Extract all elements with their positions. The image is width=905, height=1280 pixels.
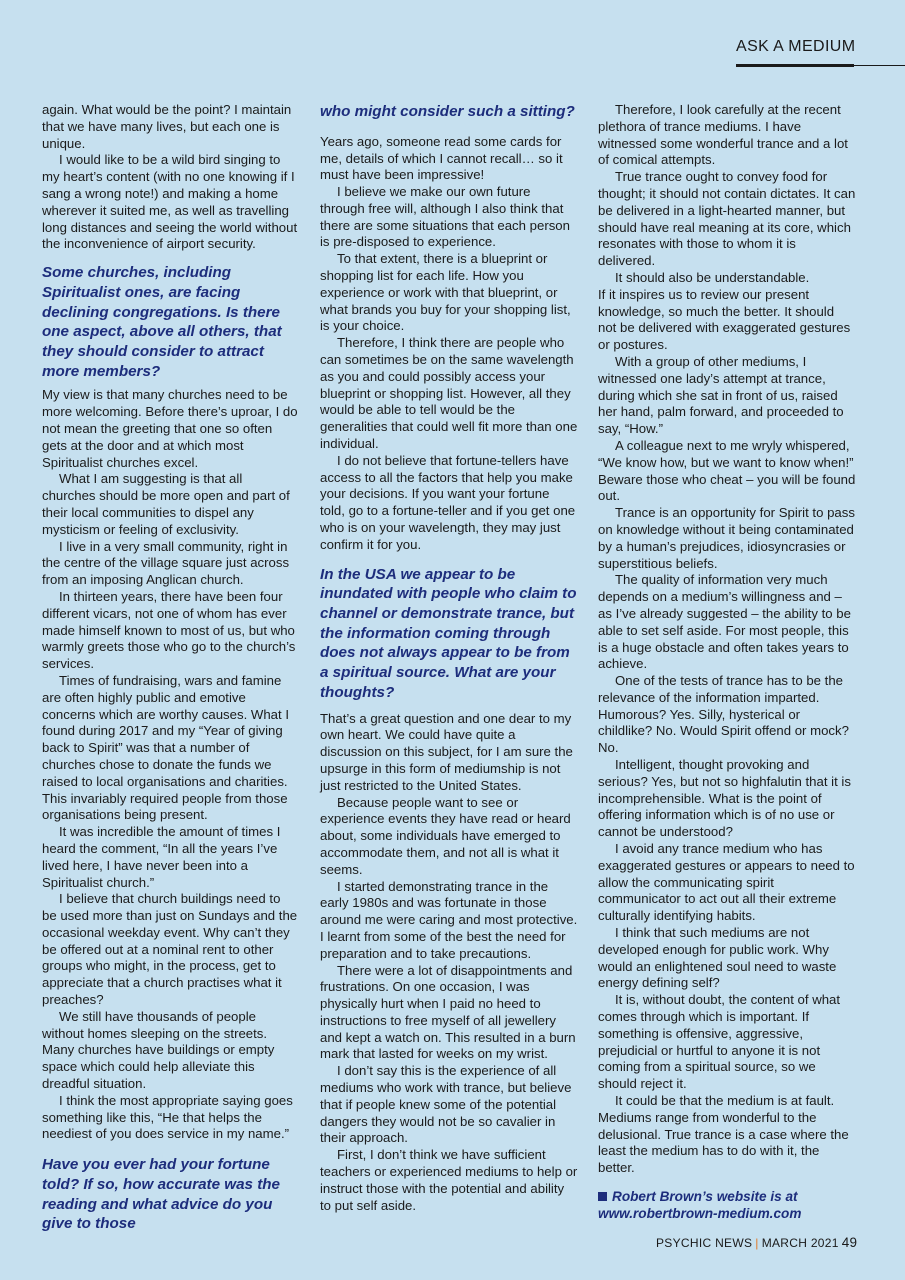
paragraph: First, I don’t think we have sufficient teachers or experienced mediums to help or instruct those with the potential and ability to put self aside. bbox=[320, 1147, 578, 1213]
paragraph: There were a lot of disappointments and frustrations. On one occasion, I was physically hurt when I paid no heed to instructions to free myself of all jewellery and kept a watch on. This resulted in a burn mark that lasted for weeks on my wrist. bbox=[320, 962, 576, 1062]
section-label: ASK A MEDIUM bbox=[736, 38, 856, 55]
paragraph: I would like to be a wild bird singing to my heart’s content (with no one knowing if I sang a wrong note!) and making a home wherever it suited me, as well as travelling long distances and seeing the world without the inconvenience of airport security. bbox=[42, 152, 298, 252]
paragraph: I don’t say this is the experience of all mediums who work with trance, but believe that if people knew some of the potential dangers they would not be so cavalier in their approach. bbox=[320, 1063, 572, 1146]
paragraph: I avoid any trance medium who has exaggerated gestures or appears to need to allow the communicating spirit communicator to act out all their extreme culturally identifying habits. bbox=[598, 841, 855, 924]
paragraph: My view is that many churches need to be more welcoming. Before there’s uproar, I do not mean the greeting that one so often gets at the door and at which most Spiritualist churches excel. bbox=[42, 387, 298, 470]
paragraph: To that extent, there is a blueprint or shopping list for each life. How you experience or work with that blueprint, or what brands you buy for your shopping list, is your choice. bbox=[320, 251, 571, 334]
question-heading: In the USA we appear to be inundated with people who claim to channel or demonstrate trance, but the information coming through does not always appear to be from a spiritual source. What are your thoughts? bbox=[320, 565, 577, 701]
page-footer bbox=[656, 1235, 857, 1250]
paragraph: I started demonstrating trance in the early 1980s and was fortunate in those around me were caring and most protective. I learnt from some of the best the need for preparation and to take precautions. bbox=[320, 878, 578, 961]
paragraph: True trance ought to convey food for thought; it should not contain dictates. It can be delivered in a light-hearted manner, but should have real meaning at its core, which resonates with those to whom it is delivered. bbox=[598, 169, 856, 269]
paragraph: One of the tests of trance has to be the relevance of the information imparted. Humorous? Yes. Silly, hysterical or childlike? No. Would Spirit offend or mock? No. bbox=[598, 673, 849, 756]
author-credit bbox=[598, 1188, 856, 1222]
paragraph: I live in a very small community, right in the centre of the village square just across from an imposing Anglican church. bbox=[42, 538, 290, 588]
paragraph: I believe we make our own future through free will, although I also think that there are some situations that each person is pre-disposed to experience. bbox=[320, 184, 570, 250]
paragraph: What I am suggesting is that all churches should be more open and part of their local communities to dispel any mysticism or feeling of exclusivity. bbox=[42, 471, 290, 537]
paragraph: Times of fundraising, wars and famine are often highly public and emotive concerns which are worthy causes. What I found during 2017 and my “Year of giving back to Spirit” was that a number of churches chose to donate the funds we raised to local organisations and charities. This invariably required people from those organisations being present. bbox=[42, 672, 290, 823]
paragraph: With a group of other mediums, I witnessed one lady’s attempt at trance, during which she sat in front of us, raised her hand, palm forward, and proceeded to say, “How.” bbox=[598, 353, 844, 437]
question-heading-continued: who might consider such a sitting? bbox=[320, 103, 575, 120]
paragraph: It could be that the medium is at fault. Mediums range from wonderful to the delusional. True trance is a case where the least the medium has to do with it, the better. bbox=[598, 1093, 849, 1176]
paragraph: If it inspires us to review our present knowledge, so much the better. It should not be delivered with exaggerated gestures or postures. bbox=[598, 286, 851, 353]
publication-name: PSYCHIC NEWS bbox=[656, 1236, 753, 1250]
paragraph: Trance is an opportunity for Spirit to pass on knowledge without it being contaminated by a human’s prejudices, idiosyncrasies or superstitious beliefs. bbox=[598, 505, 855, 571]
page-number: 49 bbox=[841, 1235, 858, 1250]
website-link[interactable]: www.robertbrown-medium.com bbox=[598, 1206, 802, 1221]
paragraph: It was incredible the amount of times I heard the comment, “In all the years I’ve lived here, I have never been into a Spiritualist church.” bbox=[42, 824, 281, 890]
section-rule bbox=[736, 64, 854, 67]
paragraph: I do not believe that fortune-tellers have access to all the factors that help you make your decisions. If you want your fortune told, go to a fortune-teller and if you get one who is on your wavelength, they may just confirm it for you. bbox=[320, 452, 576, 552]
footer-separator: | bbox=[755, 1236, 759, 1250]
question-heading: Some churches, including Spiritualist ones, are facing declining congregations. Is there one aspect, above all others, that they should consider to attract more members? bbox=[42, 264, 282, 380]
paragraph: Intelligent, thought provoking and serious? Yes, but not so highfalutin that it is incomprehensible. What is the point of offering information which is of no use or cannot be understood? bbox=[598, 757, 851, 840]
paragraph: Therefore, I look carefully at the recent plethora of trance mediums. I have witnessed some wonderful trance and a lot of comical attempts. bbox=[598, 102, 848, 168]
square-bullet-icon bbox=[598, 1192, 607, 1201]
paragraph: again. What would be the point? I maintain that we have many lives, but each one is unique. bbox=[42, 102, 292, 151]
paragraph: We still have thousands of people without homes sleeping on the streets. Many churches have buildings or empty space which could help alleviate this dreadful situation. bbox=[42, 1008, 275, 1092]
paragraph: The quality of information very much depends on a medium’s willingness and – as I’ve already suggested – the ability to be able to set self aside. For most people, this is a huge obstacle and often takes years to achieve. bbox=[598, 572, 851, 672]
paragraph: In thirteen years, there have been four different vicars, not one of whom has ever made himself known to most of us, but who warmly greets those who go to the church’s services. bbox=[42, 588, 296, 672]
issue-date: MARCH 2021 bbox=[761, 1236, 839, 1250]
column-3 bbox=[598, 102, 856, 1222]
column-2 bbox=[320, 102, 578, 1214]
section-rule-extension bbox=[854, 65, 905, 66]
paragraph: It should also be understandable. bbox=[615, 269, 810, 285]
paragraph: It is, without doubt, the content of what comes through which is important. If something is offensive, aggressive, prejudicial or hurtful to anyone it is not coming from a spiritual source, so we should reject it. bbox=[598, 992, 841, 1092]
paragraph: Because people want to see or experience events they have read or heard about, some individuals have emerged to accommodate them, and not all is what it seems. bbox=[320, 794, 571, 877]
paragraph: I think that such mediums are not developed enough for public work. Why would an enlightened soul need to waste energy defining self? bbox=[598, 925, 837, 991]
column-1 bbox=[42, 102, 298, 1234]
paragraph: I believe that church buildings need to be used more than just on Sundays and the occasional weekday event. Why can’t they be offered out at a nominal rent to other groups who might, in the process, get to appreciate that a church practises what it preaches? bbox=[42, 891, 298, 1008]
paragraph: Therefore, I think there are people who can sometimes be on the same wavelength as you and could possibly access your blueprint or shopping list. However, all they would be able to tell would be the generalities that could well fit more than one individual. bbox=[320, 335, 578, 452]
question-heading: Have you ever had your fortune told? If so, how accurate was the reading and what advice do you give to those bbox=[42, 1156, 280, 1233]
credit-text: Robert Brown’s website is at bbox=[612, 1189, 798, 1204]
paragraph: A colleague next to me wryly whispered, “We know how, but we want to know when!” Beware those who cheat – you will be found out. bbox=[598, 437, 856, 504]
paragraph: Years ago, someone read some cards for me, details of which I cannot recall… so it must have been impressive! bbox=[320, 133, 563, 183]
paragraph: I think the most appropriate saying goes something like this, “He that helps the neediest of you does service in my name.” bbox=[42, 1092, 293, 1142]
paragraph: That’s a great question and one dear to my own heart. We could have quite a discussion on this subject, for I am sure the upsurge in this form of mediumship is not just restricted to the United States. bbox=[320, 710, 573, 793]
